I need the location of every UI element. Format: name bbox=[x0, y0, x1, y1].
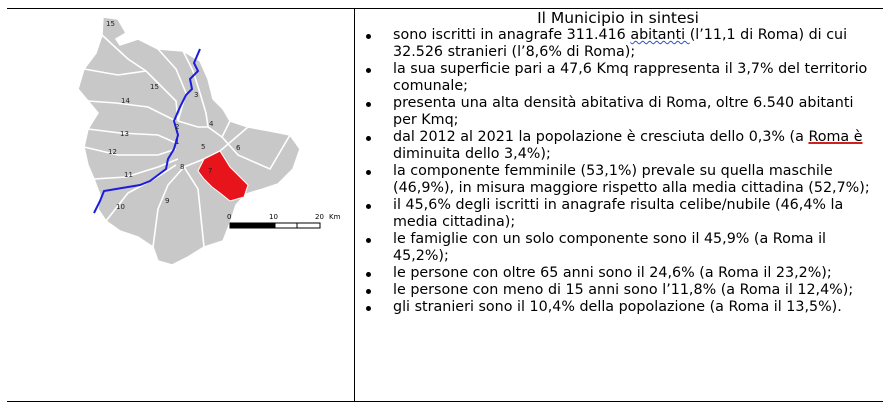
district-label: 8 bbox=[180, 163, 185, 171]
list-item: dal 2012 al 2021 la popolazione è cresciuta dello 0,3% (a Roma è diminuita dello 3,4%); bbox=[358, 129, 878, 163]
bullet-icon bbox=[366, 204, 371, 209]
underlined-text: Roma è bbox=[808, 129, 863, 145]
bullet-icon bbox=[366, 289, 371, 294]
list-item: gli stranieri sono il 10,4% della popolazione (a Roma il 13,5%). bbox=[358, 299, 878, 316]
district-label: 15 bbox=[106, 20, 115, 28]
scale-label: 20 bbox=[315, 213, 324, 221]
map-figure bbox=[8, 9, 353, 401]
bullet-icon bbox=[366, 136, 371, 141]
district-label: 2 bbox=[175, 123, 180, 131]
list-item: la sua superficie pari a 47,6 Kmq rappresenta il 3,7% del territorio comunale; bbox=[358, 61, 878, 95]
scale-unit: Km bbox=[329, 213, 341, 221]
bullet-icon bbox=[366, 170, 371, 175]
list-item: le famiglie con un solo componente sono il 45,9% (a Roma il 45,2%); bbox=[358, 231, 878, 265]
district-label: 15 bbox=[150, 83, 159, 91]
scale-label: 10 bbox=[269, 213, 278, 221]
bullet-icon bbox=[366, 34, 371, 39]
bullet-icon bbox=[366, 272, 371, 277]
district-label: 11 bbox=[124, 171, 133, 179]
bullet-icon bbox=[366, 68, 371, 73]
summary-list bbox=[358, 27, 878, 316]
district-label: 5 bbox=[201, 143, 206, 151]
scale-label: 0 bbox=[227, 213, 232, 221]
panel-title: Il Municipio in sintesi bbox=[537, 9, 699, 27]
district-label: 6 bbox=[236, 144, 241, 152]
district-label: 12 bbox=[108, 148, 117, 156]
underlined-text: abitanti bbox=[630, 27, 690, 43]
bullet-icon bbox=[366, 306, 371, 311]
district-label: 1 bbox=[175, 138, 180, 146]
list-item: presenta una alta densità abitativa di Roma, oltre 6.540 abitanti per Kmq; bbox=[358, 95, 878, 129]
list-item: sono iscritti in anagrafe 311.416 abitanti (l’11,1 di Roma) di cui 32.526 stranieri (l’8,6% di Roma); bbox=[358, 27, 878, 61]
district-label: 10 bbox=[116, 203, 125, 211]
bullet-icon bbox=[366, 102, 371, 107]
district-label: 7 bbox=[208, 167, 213, 175]
column-divider bbox=[354, 8, 355, 402]
list-item: le persone con oltre 65 anni sono il 24,6% (a Roma il 23,2%); bbox=[358, 265, 878, 282]
list-item: le persone con meno di 15 anni sono l’11,8% (a Roma il 12,4%); bbox=[358, 282, 878, 299]
list-item: la componente femminile (53,1%) prevale su quella maschile (46,9%), in misura maggiore rispetto alla media cittadina (52,7%); bbox=[358, 163, 878, 197]
rome-municipalities-map bbox=[8, 9, 353, 401]
list-item: il 45,6% degli iscritti in anagrafe risulta celibe/nubile (46,4% la media cittadina); bbox=[358, 197, 878, 231]
district-label: 9 bbox=[165, 197, 170, 205]
district-label: 13 bbox=[120, 130, 129, 138]
summary-panel bbox=[358, 10, 878, 400]
district-label: 4 bbox=[209, 120, 214, 128]
district-label: 3 bbox=[194, 91, 199, 99]
district-label: 14 bbox=[121, 97, 130, 105]
scale-bar bbox=[227, 213, 341, 228]
bullet-icon bbox=[366, 238, 371, 243]
